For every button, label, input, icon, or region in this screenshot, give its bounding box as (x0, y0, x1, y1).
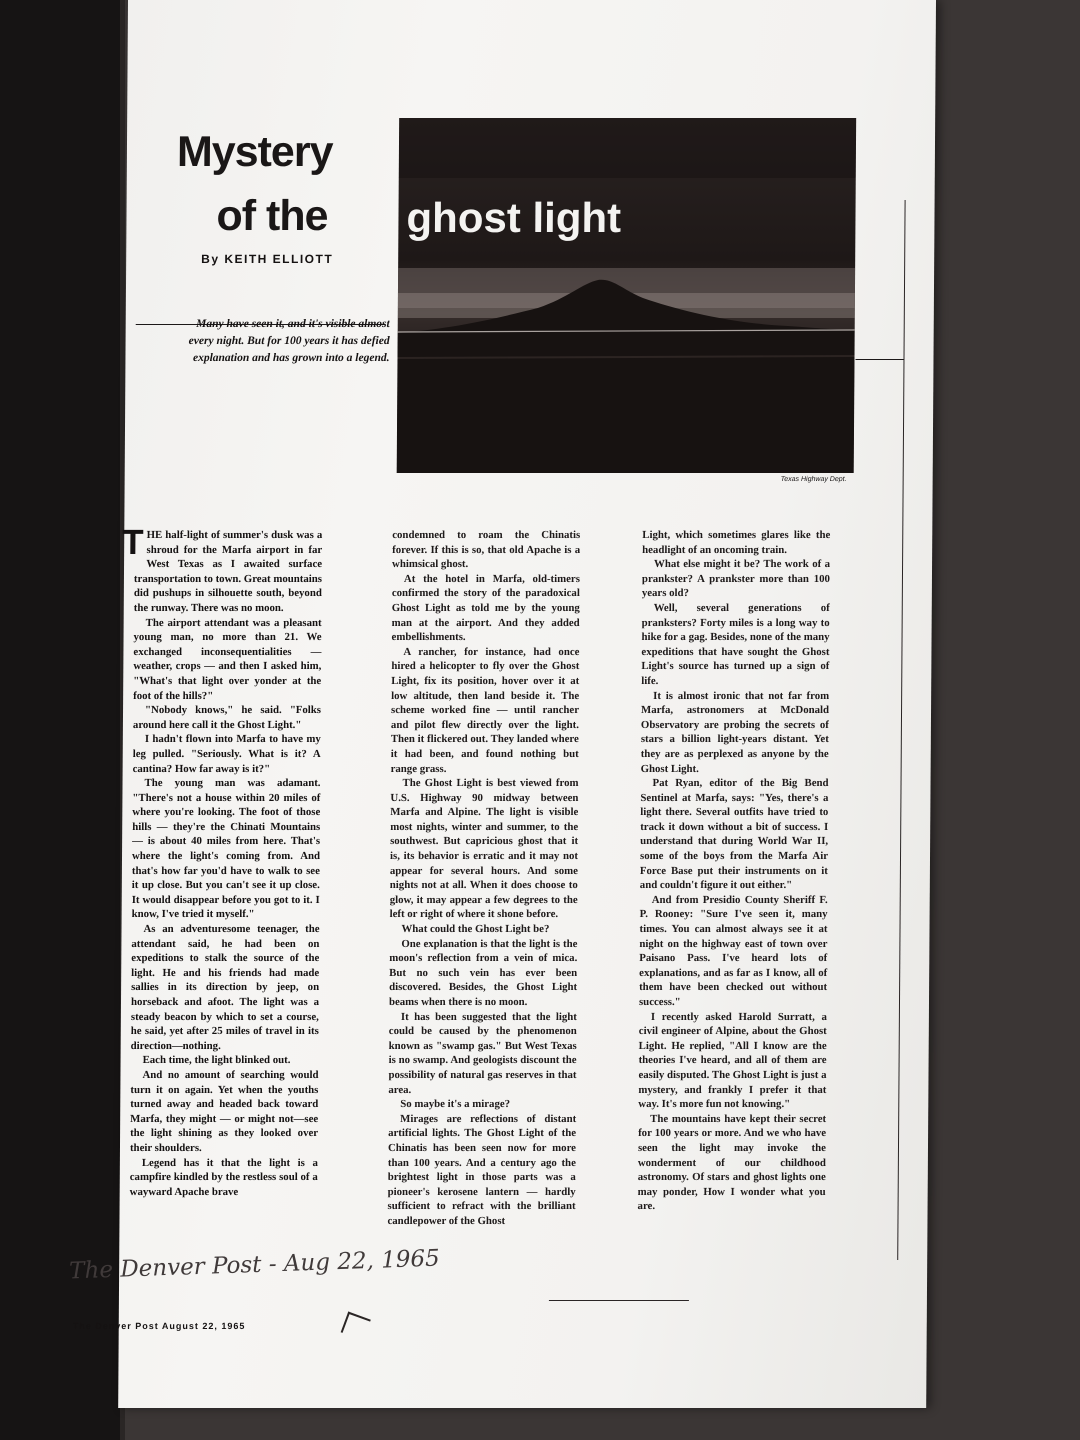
paragraph: A rancher, for instance, had once hired a helicopter to fly over the Ghost Light, fix its position, hover over it at low altitude, then land beside it. The scheme worked fine — until rancher and pilot flew directly over the light. Then it flickered out. They landed where it had been, and found nothing but range grass. (390, 645, 580, 775)
paragraph: "Nobody knows," he said. "Folks around here call it the Ghost Light." (132, 704, 322, 731)
paragraph: What else might it be? The work of a prankster? A prankster more than 100 years old? (641, 558, 831, 600)
headline-line-2: of the (216, 192, 328, 240)
paragraph: It has been suggested that the light could be caused by the phenomenon known as "swamp gas." But West Texas is no swamp. And geologists discount the possibility of natural gas reserves in that area. (388, 1010, 577, 1096)
paragraph: The Ghost Light is best viewed from U.S. Highway 90 midway between Marfa and Alpine. The light is visible most nights, winter and summer, to the southwest. But capricious ghost that it is, its behavior is erratic and it may not appear for several hours. And some nights not at all. When it does choose to glow, it may appear a few degrees to the left or right of where it shone before. (389, 777, 579, 921)
paragraph: I hadn't flown into Marfa to have my leg pulled. "Seriously. What is it? A cantina? How far away is it?" (132, 733, 321, 775)
mountain-silhouette-image (397, 118, 856, 473)
paragraph: The mountains have kept their secret for 100 years or more. And we who have seen the light may invoke the wonderment of our childhood astronomy. Of stars and ghost lights one may ponder, How I wonder what you are. (637, 1112, 827, 1213)
paragraph: HE half-light of summer's dusk was a shroud for the Marfa airport in far West Texas as I awaited surface transportation to town. Great mountains did pushups in silhouette south, beyond the runway. There was no moon. (133, 529, 323, 614)
headline-line-1: Mystery (176, 128, 333, 176)
page-footer: The Denver Post August 22, 1965 (72, 1321, 246, 1331)
paragraph: condemned to roam the Chinatis forever. If this is so, that old Apache is a whimsical ghost. (392, 529, 581, 571)
newspaper-clipping (68, 0, 936, 1408)
paragraph: I recently asked Harold Surratt, a civil engineer of Alpine, about the Ghost Light. He replied, "All I know are the theories I've heard, and all of them are easily disputed. The Ghost Light is just a mystery, and frankly I prefer it that way. It's more fun not knowing." (638, 1010, 827, 1111)
paragraph: And no amount of searching would turn it on again. Yet when the youths turned away and headed back toward Marfa, they might — or might not—see the light shining as they looked over their shoulders. (129, 1068, 319, 1154)
paragraph: Well, several generations of pranksters? Forty miles is a long way to hike for a gag. Besides, none of the many expeditions that have sought the Ghost Light's source has turned up a sign of life. (641, 601, 830, 687)
corner-mark (341, 1312, 371, 1341)
paragraph: At the hotel in Marfa, old-timers confirmed the story of the paradoxical Ghost Light as told me by the young man at the airport. And they added embellishments. (391, 572, 581, 644)
byline: By KEITH ELLIOTT (201, 252, 334, 266)
paragraph: It is almost ironic that not far from Marfa, astronomers at McDonald Observatory are probing the secrets of stars a billion light-years distant. Yet they are as perplexed as anyone by the Ghost Light. (640, 689, 830, 775)
paragraph: Each time, the light blinked out. (142, 1054, 291, 1067)
paragraph: The airport attendant was a pleasant young man, no more than 21. We exchanged inconsequentialities — weather, crops — and then I asked him, "What's that light over yonder at the foot of the hills?" (133, 616, 322, 702)
page-sheet (68, 0, 936, 1408)
article-deck: Many have seen it, and it's visible almost every night. But for 100 years it has defied explanation and has grown into a legend. (188, 318, 390, 364)
end-rule (549, 1300, 689, 1301)
paragraph: Legend has it that the light is a campfire kindled by the restless soul of a wayward Apache brave (129, 1156, 318, 1198)
handwritten-source-note: The Denver Post - Aug 22, 1965 (68, 1245, 441, 1285)
drop-cap: T (122, 523, 144, 562)
article-column-1 (122, 523, 323, 1199)
paragraph: One explanation is that the light is the moon's reflection from a vein of mica. But no such vein has ever been discovered. Besides, the Ghost Light beams when there is no moon. (388, 937, 578, 1008)
paragraph: Light, which sometimes glares like the headlight of an oncoming train. (642, 529, 831, 556)
paragraph: Pat Ryan, editor of the Big Bend Sentinel at Marfa, says: "Yes, there's a light there. Several outfits have tried to track it down without a bit of success. I understand that during World War II, some of the boys from the Marfa Air Force Base put their instruments on it and couldn't figure it out either." (639, 777, 829, 892)
paragraph: Mirages are reflections of distant artificial lights. The Ghost Light of the Chinatis has been seen now for more than 100 years. And a century ago the brightest light in those parts was a pioneer's kerosene lantern — hardly sufficient to refract with the brilliant candlepower of the Ghost (387, 1112, 577, 1227)
mountain-photo (397, 118, 856, 473)
headline-line-3: ghost light (406, 194, 622, 241)
paragraph: The young man was adamant. "There's not a house within 20 miles of where you're looking. The foot of those hills — they're the Chinati Mountains — is about 40 miles from here. That's where the light's coming from. And that's how far you'd have to walk to see it up close. But you can't see it up close. It would disappear before you got to it. I know, I've tried it myself." (131, 777, 321, 921)
article-column-2 (387, 528, 580, 1229)
article-column-3 (638, 528, 831, 1214)
paragraph: What could the Ghost Light be? (401, 923, 550, 936)
paragraph: So maybe it's a mirage? (400, 1098, 511, 1111)
deck-rule-right (855, 359, 903, 360)
paragraph: As an adventuresome teenager, the attendant said, he had been on expeditions to stalk the source of the light. He and his friends had made sallies in its direction by jeep, on horseback and afoot. The light was a steady beacon by which to set a course, he said, yet after 25 miles of travel in its direction—nothing. (130, 923, 320, 1052)
paragraph: And from Presidio County Sheriff F. P. Rooney: "Sure I've seen it, many times. You can almost always see it at night on the highway east of town over Paisano Pass. I've heard lots of explanations, and as far as I know, all of them have been checked out without success." (638, 893, 828, 1008)
photo-credit: Texas Highway Dept. (780, 476, 847, 483)
